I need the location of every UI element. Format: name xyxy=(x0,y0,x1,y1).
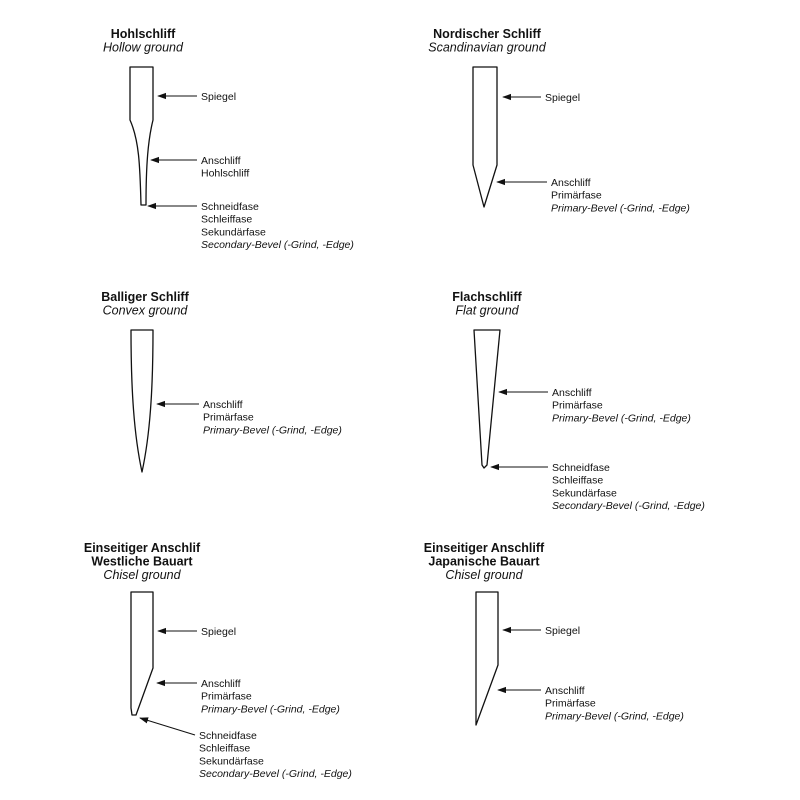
callout xyxy=(148,201,354,251)
blade-profile-chisel-western xyxy=(131,592,153,715)
callout-label: Sekundärfase xyxy=(201,226,266,239)
callout xyxy=(498,685,684,722)
callout-label: Sekundärfase xyxy=(199,755,264,768)
callout xyxy=(499,387,691,424)
panel-subtitle: Convex ground xyxy=(102,303,188,318)
callout-label: Secondary-Bevel (-Grind, -Edge) xyxy=(199,768,352,781)
panel-subtitle: Scandinavian ground xyxy=(428,40,546,55)
callout-label: Primary-Bevel (-Grind, -Edge) xyxy=(551,202,690,215)
callout xyxy=(503,92,580,104)
callout-label: Anschliff xyxy=(545,685,585,697)
blade-profile-chisel-japanese xyxy=(476,592,498,725)
panel-scandinavian xyxy=(428,27,690,214)
panel-hollow xyxy=(103,27,354,251)
panel-subtitle: Chisel ground xyxy=(445,568,523,582)
blade-profile-flat xyxy=(474,330,500,468)
callout-label: Schneidfase xyxy=(552,462,610,474)
callout-label: Hohlschliff xyxy=(201,167,250,180)
callout-label: Spiegel xyxy=(545,92,581,104)
panel-title: Einseitiger Anschliff xyxy=(423,541,545,555)
callout-label: Anschliff xyxy=(551,177,591,189)
callout-label: Primärfase xyxy=(201,690,252,703)
callout xyxy=(157,399,342,436)
callout-label: Anschliff xyxy=(203,399,243,411)
panel-title: Japanische Bauart xyxy=(428,554,540,569)
callout-label: Schneidfase xyxy=(199,730,257,742)
callout-label: Primary-Bevel (-Grind, -Edge) xyxy=(201,703,340,716)
callout xyxy=(158,626,236,638)
callout-label: Primärfase xyxy=(551,189,602,202)
panel-chisel-japanese xyxy=(424,541,684,725)
callout-label: Secondary-Bevel (-Grind, -Edge) xyxy=(552,500,705,513)
callout-label: Spiegel xyxy=(545,625,581,637)
panel-subtitle: Flat ground xyxy=(455,303,519,318)
panel-title: Einseitiger Anschlif xyxy=(83,541,201,555)
panel-title: Westliche Bauart xyxy=(91,554,193,569)
callout-label: Primärfase xyxy=(203,411,254,424)
panel-title: Nordischer Schliff xyxy=(433,27,541,41)
callout xyxy=(151,155,249,180)
callout-label: Primärfase xyxy=(545,697,596,710)
callout-label: Primary-Bevel (-Grind, -Edge) xyxy=(552,412,691,425)
blade-profile-convex xyxy=(131,330,153,472)
callout-label: Schleiffase xyxy=(199,742,251,755)
callout-label: Anschliff xyxy=(201,678,241,690)
blade-profile-scandinavian xyxy=(473,67,497,207)
callout-label: Schleiffase xyxy=(201,213,253,226)
callout-label: Schneidfase xyxy=(201,201,259,213)
panel-title: Hohlschliff xyxy=(110,27,176,41)
panel-title: Balliger Schliff xyxy=(101,290,189,304)
callout xyxy=(158,91,236,103)
callout xyxy=(503,625,580,637)
panel-subtitle: Hollow ground xyxy=(103,40,183,55)
callout-label: Anschliff xyxy=(201,155,241,167)
callout-label: Secondary-Bevel (-Grind, -Edge) xyxy=(201,239,354,252)
blade-profile-hollow xyxy=(130,67,153,205)
callout-label: Schleiffase xyxy=(552,474,604,487)
callout-label: Primärfase xyxy=(552,399,603,412)
panel-subtitle: Chisel ground xyxy=(103,568,181,582)
callout-label: Sekundärfase xyxy=(552,487,617,500)
callout-label: Primary-Bevel (-Grind, -Edge) xyxy=(203,424,342,437)
callout-label: Spiegel xyxy=(201,91,237,103)
callout-label: Anschliff xyxy=(552,387,592,399)
callout xyxy=(157,678,340,715)
panel-chisel-western xyxy=(84,541,352,780)
callout-arrow xyxy=(140,718,195,735)
callout xyxy=(491,462,705,512)
callout xyxy=(140,718,352,780)
callout-label: Spiegel xyxy=(201,626,237,638)
panel-flat xyxy=(452,290,705,512)
panel-title: Flachschliff xyxy=(452,290,522,304)
callout xyxy=(497,177,690,214)
callout-label: Primary-Bevel (-Grind, -Edge) xyxy=(545,710,684,723)
panel-convex xyxy=(101,290,342,472)
